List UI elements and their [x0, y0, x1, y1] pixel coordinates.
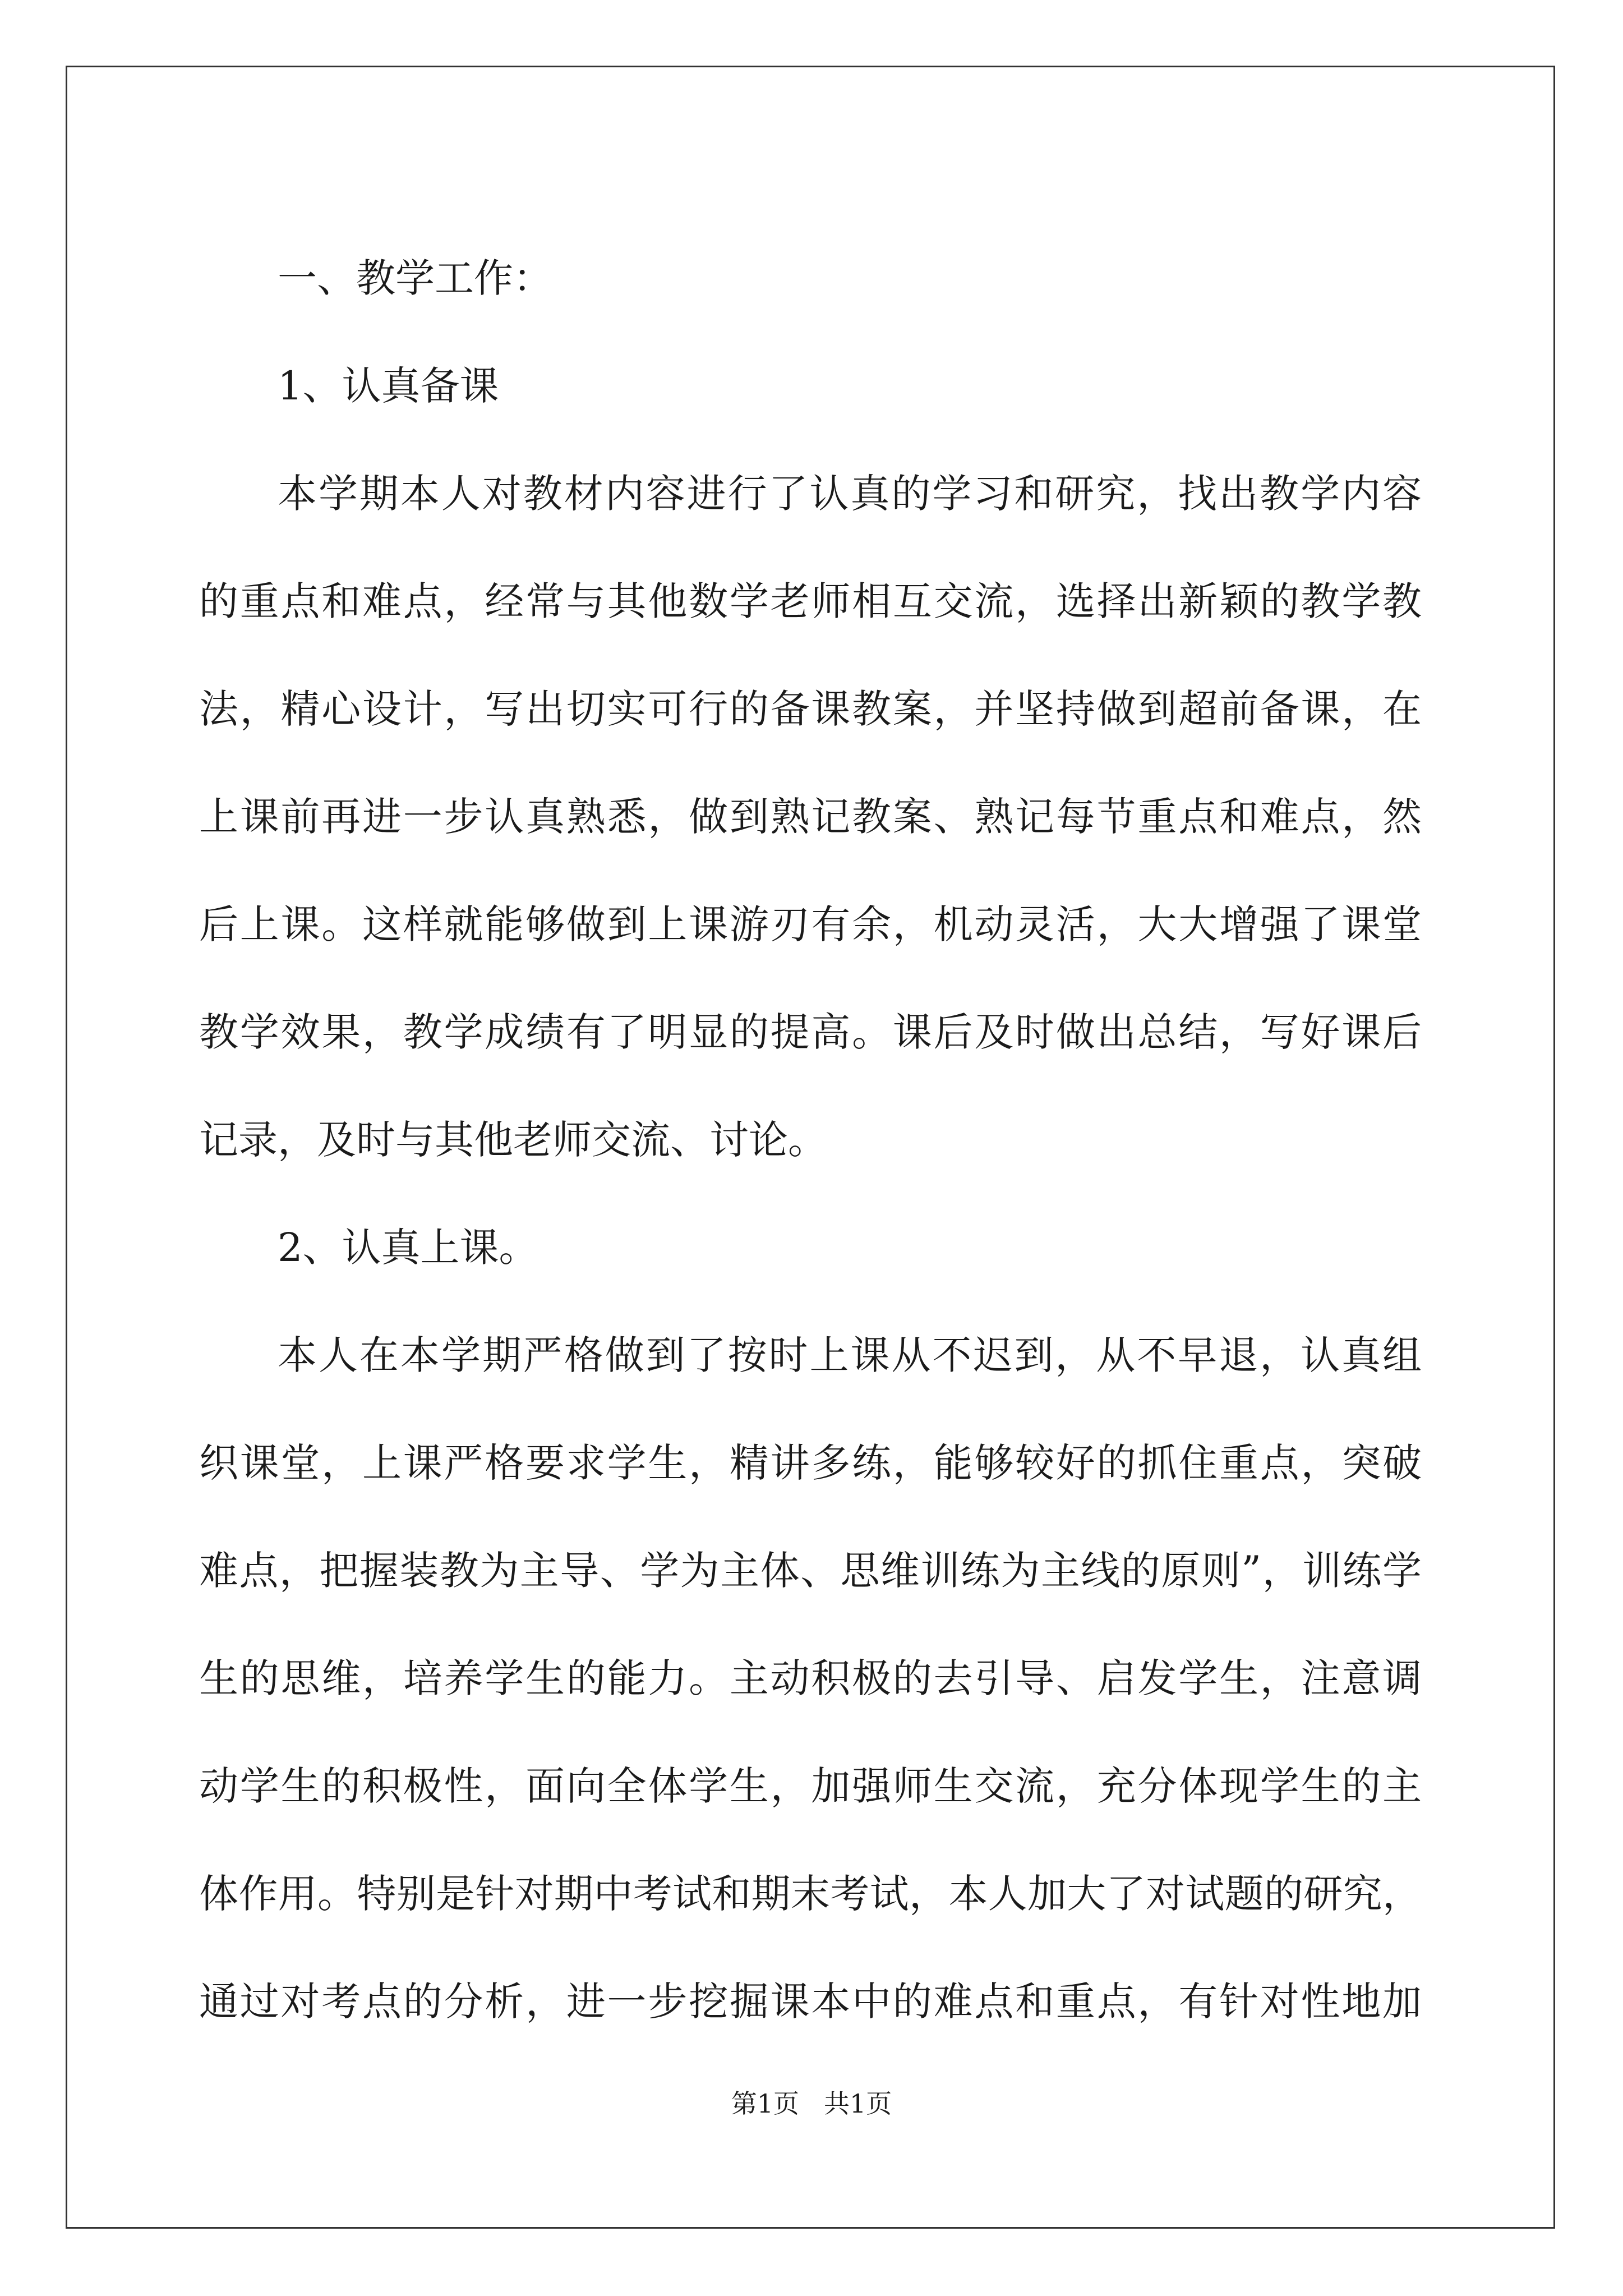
subheading-prepare-lessons: 1、认真备课 — [278, 363, 499, 409]
paragraph-line: 织课堂，上课严格要求学生，精讲多练，能够较好的抓住重点，突破 — [199, 1440, 1422, 1486]
paragraph-line: 难点，把握装教为主导、学为主体、思维训练为主线的原则”，训练学 — [199, 1548, 1422, 1594]
page-total: 共1页 — [823, 2088, 892, 2119]
paragraph-line: 本学期本人对教材内容进行了认真的学习和研究，找出教学内容 — [278, 471, 1422, 517]
section-heading: 一、教学工作： — [278, 255, 552, 301]
paragraph-prepare-lessons — [199, 440, 1422, 1194]
paragraph-line: 教学效果，教学成绩有了明显的提高。课后及时做出总结，写好课后 — [199, 1009, 1422, 1055]
paragraph-line: 通过对考点的分析，进一步挖掘课本中的难点和重点，有针对性地加 — [199, 1978, 1422, 2024]
page-number: 第1页 — [731, 2088, 800, 2119]
paragraph-line: 法，精心设计，写出切实可行的备课教案，并坚持做到超前备课，在 — [199, 686, 1422, 732]
paragraph-line: 动学生的积极性，面向全体学生，加强师生交流，充分体现学生的主 — [199, 1763, 1422, 1809]
paragraph-line: 记录，及时与其他老师交流、讨论。 — [199, 1117, 827, 1163]
page-footer — [0, 2087, 1623, 2120]
paragraph-line: 本人在本学期严格做到了按时上课从不迟到，从不早退，认真组 — [278, 1332, 1422, 1378]
subheading-teach-lessons: 2、认真上课。 — [278, 1225, 538, 1271]
paragraph-line: 体作用。特别是针对期中考试和期末考试，本人加大了对试题的研究， — [199, 1871, 1422, 1917]
paragraph-teach-lessons — [199, 1301, 1422, 2055]
paragraph-line: 的重点和难点，经常与其他数学老师相互交流，选择出新颖的教学教 — [199, 578, 1422, 624]
document-body — [199, 224, 1422, 2055]
paragraph-line: 后上课。这样就能够做到上课游刃有余，机动灵活，大大增强了课堂 — [199, 901, 1422, 947]
paragraph-line: 上课前再进一步认真熟悉，做到熟记教案、熟记每节重点和难点，然 — [199, 794, 1422, 840]
paragraph-line: 生的思维，培养学生的能力。主动积极的去引导、启发学生，注意调 — [199, 1655, 1422, 1701]
